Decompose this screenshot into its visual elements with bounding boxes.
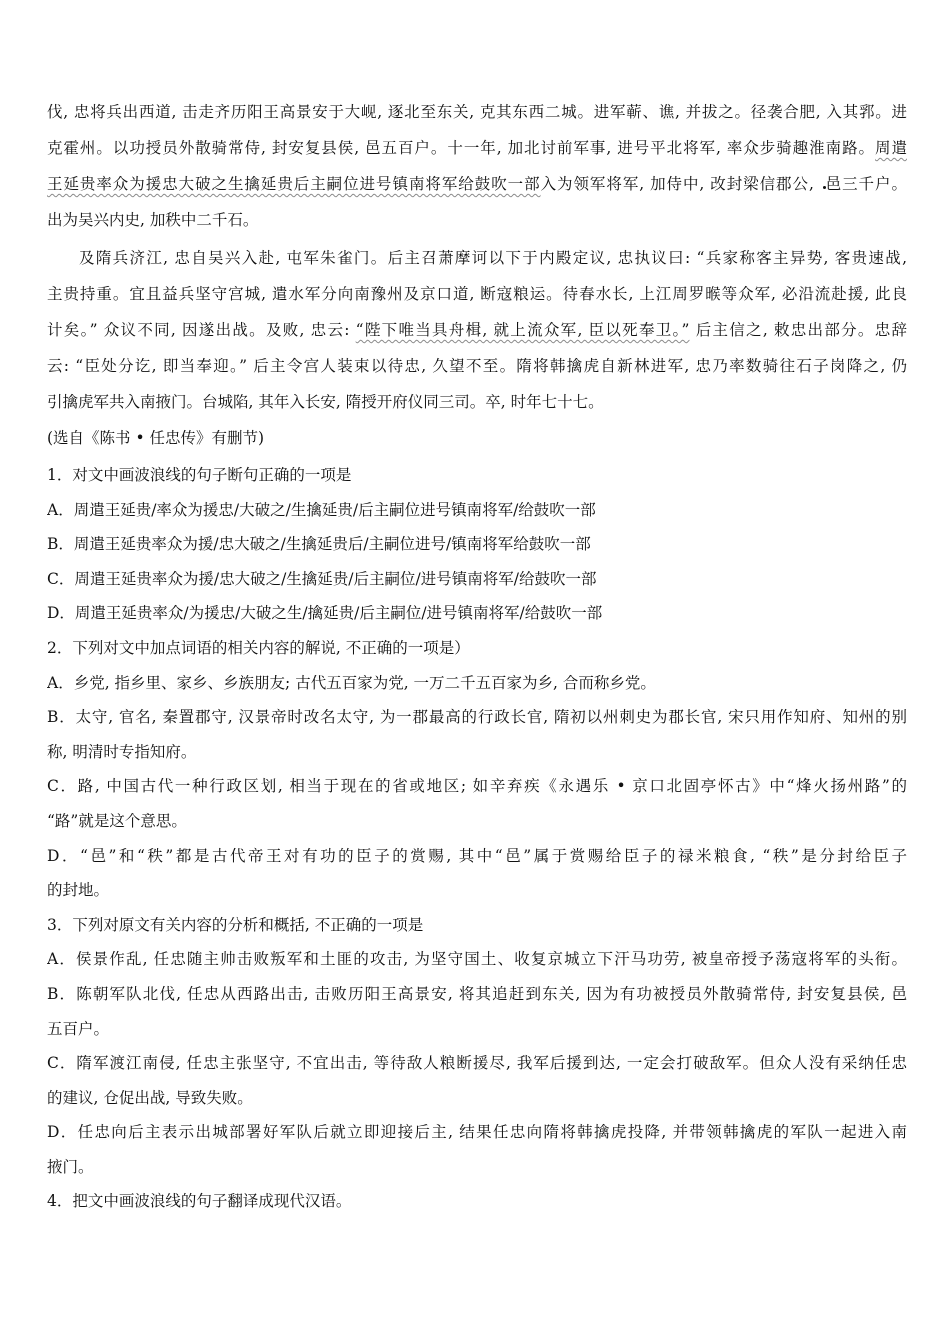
option: C．隋军渡江南侵, 任忠主张坚守, 不宜出击, 等待敌人粮断援尽, 我军后援到达, 一定会打破敌军。但众人没有采纳任忠 bbox=[47, 1054, 907, 1073]
wavy-underlined-sentence: “陛下唯当具舟楫, 就上流众军, 臣以死奉卫。” bbox=[355, 321, 690, 339]
question-1: 1．对文中画波浪线的句子断句正确的一项是 bbox=[47, 466, 352, 484]
option-cont: 的建议, 仓促出战, 导致失败。 bbox=[47, 1088, 253, 1107]
text: 主贵持重。宜且益兵坚守宫城, 遣水军分向南豫州及京口道, 断寇粮运。待春水长, 上江周罗㬋等众军, 必沿流赴援, 此良 bbox=[47, 285, 907, 303]
question-4: 4．把文中画波浪线的句子翻译成现代汉语。 bbox=[47, 1192, 352, 1211]
option: B．太守, 官名, 秦置郡守, 汉景帝时改名太守, 为一郡最高的行政长官, 隋初以州刺史为郡长官, 宋只用作知府、知州的别 bbox=[47, 708, 907, 727]
text: 伐, 忠将兵出西道, 击走齐历阳王高景安于大岘, 逐北至东关, 克其东西二城。进军蕲、谯, 并拔之。径袭合肥, 入其郛。进 bbox=[47, 103, 907, 121]
passage-line bbox=[47, 240, 907, 276]
passage-line bbox=[47, 202, 907, 238]
emphasis-dot bbox=[820, 175, 826, 193]
text: 后主信之, 敕忠出部分。忠辞 bbox=[689, 321, 907, 339]
option-cont: 称, 明清时专指知府。 bbox=[47, 742, 197, 761]
source-citation: (选自《陈书 • 任忠传》有删节) bbox=[47, 429, 265, 447]
question-3: 3．下列对原文有关内容的分析和概括, 不正确的一项是 bbox=[47, 915, 424, 934]
option: B．周遣王延贵率众为援/忠大破之/生擒延贵后/主嗣位进号/镇南将军给鼓吹一部 bbox=[47, 535, 591, 554]
passage-line bbox=[47, 276, 907, 312]
passage-line bbox=[47, 94, 907, 130]
text: 云: “臣处分讫, 即当奉迎。” 后主令宫人装束以待忠, 久望不至。隋将韩擒虎自新林进军, 忠乃率数骑往石子岗降之, 仍 bbox=[47, 357, 907, 375]
question-2: 2．下列对文中加点词语的相关内容的解说, 不正确的一项是） bbox=[47, 638, 470, 657]
text: 及隋兵济江, 忠自吴兴入赴, 屯军朱雀门。后主召萧摩诃以下于内殿定议, 忠执议曰: “兵家称客主异势, 客贵速战, bbox=[79, 249, 907, 267]
passage-line bbox=[47, 130, 907, 166]
wavy-underlined-sentence: 王延贵率众为援忠大破之生擒延贵后主嗣位进号镇南将军给鼓吹一部 bbox=[47, 175, 541, 193]
option: C．周遣王延贵率众为援/忠大破之/生擒延贵/后主嗣位/进号镇南将军/给鼓吹一部 bbox=[47, 569, 597, 588]
option: B．陈朝军队北伐, 任忠从西路出击, 击败历阳王高景安, 将其追赶到东关, 因为有功被授员外散骑常侍, 封安复县侯, 邑 bbox=[47, 984, 907, 1003]
passage bbox=[47, 94, 907, 456]
text: 出为吴兴内史, 加秩中二千石。 bbox=[47, 211, 259, 229]
option: C．路, 中国古代一种行政区划, 相当于现在的省或地区; 如辛弃疾《永遇乐 • 京口北固亭怀古》中“烽火扬州路”的 bbox=[47, 777, 907, 796]
option-cont: 五百户。 bbox=[47, 1019, 110, 1038]
option-cont: 掖门。 bbox=[47, 1157, 94, 1176]
passage-line bbox=[47, 348, 907, 384]
passage-line bbox=[47, 166, 907, 202]
option: A．乡党, 指乡里、家乡、乡族朋友; 古代五百家为党, 一万二千五百家为乡, 合而称乡党。 bbox=[47, 673, 656, 692]
text: 入为领军将军, 加侍中, 改封梁信郡公, bbox=[540, 175, 820, 193]
option: D．“邑”和“秩”都是古代帝王对有功的臣子的赏赐, 其中“邑”属于赏赐给臣子的禄米粮食, “秩”是分封给臣子 bbox=[47, 846, 907, 865]
option-cont: “路”就是这个意思。 bbox=[47, 811, 187, 830]
option-cont: 的封地。 bbox=[47, 881, 110, 900]
text: 邑三千户。 bbox=[825, 175, 907, 193]
text: 计矣。” 众议不同, 因遂出战。及败, 忠云: bbox=[47, 321, 356, 339]
wavy-underlined-sentence: 周遣 bbox=[875, 139, 907, 157]
option: A．周遣王延贵/率众为援忠/大破之/生擒延贵/后主嗣位进号镇南将军/给鼓吹一部 bbox=[47, 500, 596, 519]
questions bbox=[47, 458, 907, 1219]
option: D．任忠向后主表示出城部署好军队后就立即迎接后主, 结果任忠向隋将韩擒虎投降, 并带领韩擒虎的军队一起进入南 bbox=[47, 1123, 907, 1142]
passage-line bbox=[47, 384, 907, 420]
passage-line bbox=[47, 312, 907, 348]
option: D．周遣王延贵率众/为援忠/大破之生/擒延贵/后主嗣位/进号镇南将军/给鼓吹一部 bbox=[47, 604, 603, 623]
option: A．侯景作乱, 任忠随主帅击败叛军和土匪的攻击, 为坚守国土、收复京城立下汗马功劳, 被皇帝授予荡寇将军的头衔。 bbox=[47, 950, 907, 969]
text: 克霍州。以功授员外散骑常侍, 封安复县侯, 邑五百户。十一年, 加北讨前军事, 进号平北将军, 率众步骑趣淮南路。 bbox=[47, 139, 876, 157]
text: 引擒虎军共入南掖门。台城陷, 其年入长安, 隋授开府仪同三司。卒, 时年七十七。 bbox=[47, 393, 604, 411]
